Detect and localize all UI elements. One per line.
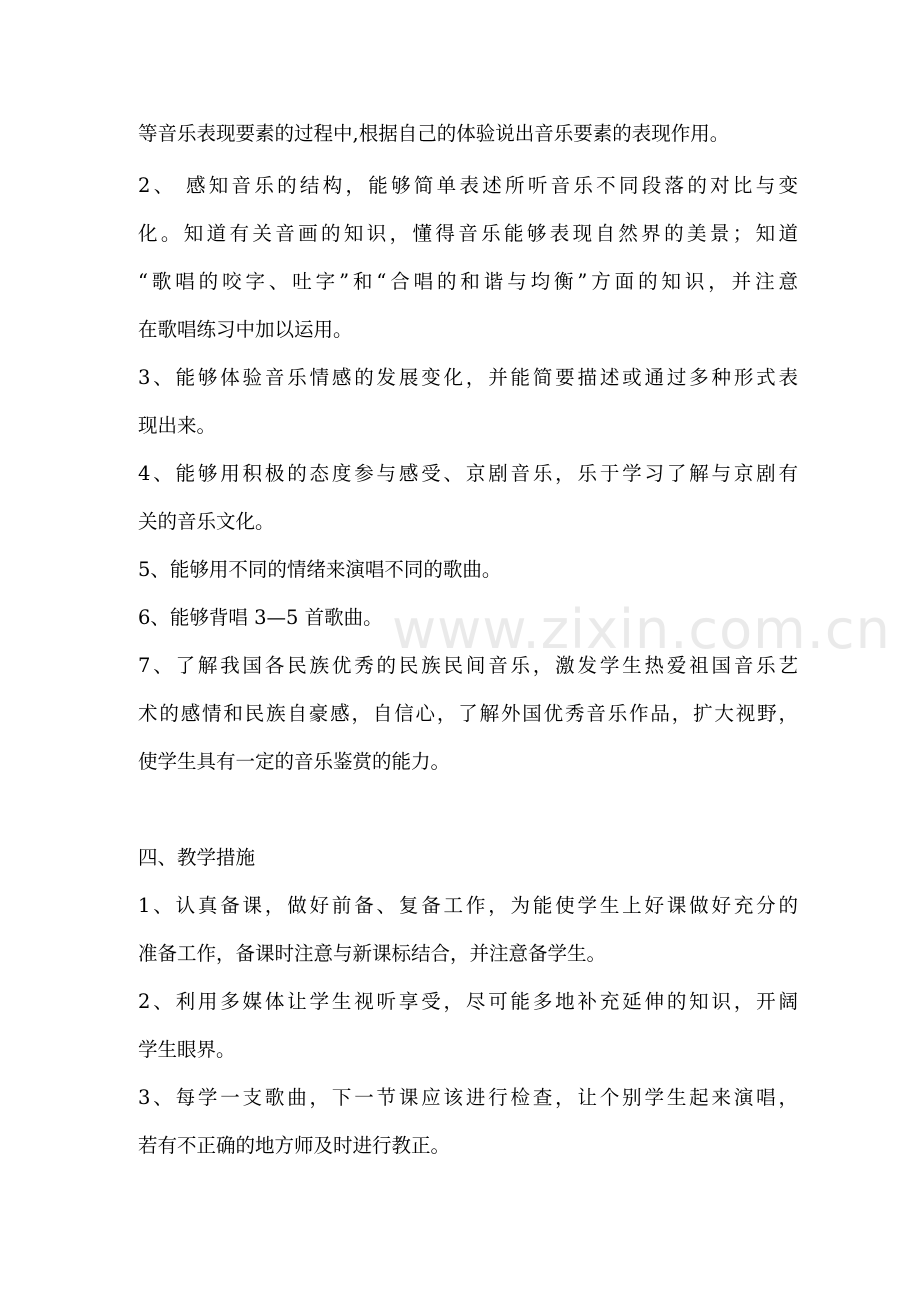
paragraph-line: 关的音乐文化。 xyxy=(138,510,275,533)
paragraph-line: 2、 感知音乐的结构，能够简单表述所听音乐不同段落的对比与变 xyxy=(138,174,798,197)
paragraph-line: 3、每学一支歌曲，下一节课应该进行检查，让个别学生起来演唱， xyxy=(138,1086,798,1109)
paragraph-line: 1、认真备课，做好前备、复备工作，为能使学生上好课做好充分的 xyxy=(138,894,798,917)
paragraph-line: 在歌唱练习中加以运用。 xyxy=(138,318,353,341)
paragraph-line: 术的感情和民族自豪感，自信心，了解外国优秀音乐作品，扩大视野， xyxy=(138,702,798,725)
paragraph-line: 准备工作，备课时注意与新课标结合，并注意备学生。 xyxy=(138,942,607,965)
paragraph-line: 5、能够用不同的情绪来演唱不同的歌曲。 xyxy=(138,558,502,581)
paragraph-line: 若有不正确的地方师及时进行教正。 xyxy=(138,1134,451,1157)
paragraph-line: 现出来。 xyxy=(138,414,217,437)
paragraph-line: 使学生具有一定的音乐鉴赏的能力。 xyxy=(138,750,451,773)
watermark-text: www.zixin.com.cn xyxy=(392,598,891,661)
paragraph-line: 2、利用多媒体让学生视听享受，尽可能多地补充延伸的知识，开阔 xyxy=(138,990,798,1013)
paragraph-line: “歌唱的咬字、吐字”和“合唱的和谐与均衡”方面的知识，并注意 xyxy=(138,270,798,293)
paragraph-line: 化。知道有关音画的知识，懂得音乐能够表现自然界的美景；知道 xyxy=(138,222,798,245)
paragraph-line: 7、了解我国各民族优秀的民族民间音乐，激发学生热爱祖国音乐艺 xyxy=(138,654,798,677)
paragraph-line: 等音乐表现要素的过程中,根据自己的体验说出音乐要素的表现作用。 xyxy=(138,122,730,145)
section-heading: 四、教学措施 xyxy=(138,846,256,869)
paragraph-line: 4、能够用积极的态度参与感受、京剧音乐，乐于学习了解与京剧有 xyxy=(138,462,798,485)
paragraph-line: 3、能够体验音乐情感的发展变化，并能简要描述或通过多种形式表 xyxy=(138,366,798,389)
paragraph-line: 学生眼界。 xyxy=(138,1038,236,1061)
paragraph-line: 6、能够背唱 3—5 首歌曲。 xyxy=(138,606,383,629)
